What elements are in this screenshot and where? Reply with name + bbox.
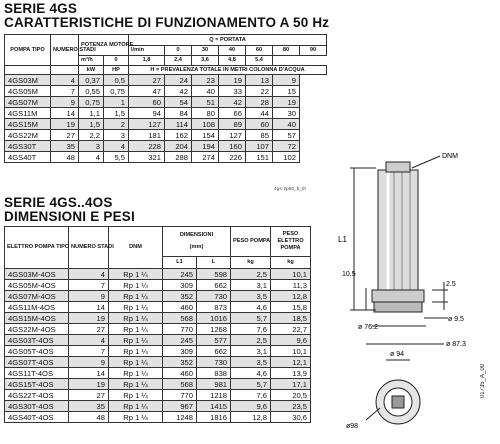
- table-cell: 35: [69, 401, 109, 412]
- table-cell: 274: [192, 152, 219, 163]
- table-row: [5, 130, 327, 141]
- table-cell: 60: [129, 97, 165, 108]
- table-cell: 4GS03M-4OS: [5, 269, 69, 280]
- label-l1: L1: [338, 235, 347, 244]
- table-cell: 127: [129, 119, 165, 130]
- table-cell: 5,7: [231, 379, 271, 390]
- table-cell: 1268: [197, 324, 231, 335]
- table-cell: 838: [197, 368, 231, 379]
- header-prevalenza: H = PREVALENZA TOTALE IN METRI COLONNA D'ACQUA: [129, 66, 327, 75]
- table-cell: 27: [69, 390, 109, 401]
- table-row: [5, 335, 311, 346]
- table-cell: 89: [219, 119, 246, 130]
- table-cell: 160: [219, 141, 246, 152]
- flow-m3h: 5,4: [246, 56, 273, 66]
- table-cell: 7: [51, 86, 79, 97]
- table-cell: 460: [163, 368, 197, 379]
- table-cell: 352: [163, 357, 197, 368]
- table-cell: 4GS15T-4OS: [5, 379, 69, 390]
- table-cell: 1016: [197, 313, 231, 324]
- dimensions-table: [4, 226, 311, 423]
- header-mm: (mm): [189, 244, 204, 250]
- header-elettro-pompa-tipo: ELETTRO POMPA TIPO: [5, 227, 69, 269]
- table-row: [5, 291, 311, 302]
- table-cell: 4GS15M-4OS: [5, 313, 69, 324]
- table-cell: 226: [219, 152, 246, 163]
- table-cell: 10,1: [271, 269, 311, 280]
- table-row: [5, 269, 311, 280]
- table-row: [5, 324, 311, 335]
- table-cell: 352: [163, 291, 197, 302]
- flow-lmin: 90: [300, 46, 327, 56]
- table-cell: 13: [246, 75, 273, 86]
- table-cell: 9: [273, 75, 300, 86]
- table-cell: 568: [163, 313, 197, 324]
- table-cell: 15: [273, 86, 300, 97]
- header-potenza-motore: POTENZA MOTORE: [79, 35, 129, 56]
- table-cell: Rp 1 ¼: [109, 280, 163, 291]
- table-cell: 4GS22M: [5, 130, 51, 141]
- table-cell: 3,5: [231, 357, 271, 368]
- table-row: [5, 75, 327, 86]
- table-cell: 1,5: [104, 108, 129, 119]
- table-cell: 57: [273, 130, 300, 141]
- table-row: [5, 280, 311, 291]
- table-cell: 4,6: [231, 368, 271, 379]
- table-cell: 4GS11M: [5, 108, 51, 119]
- table-cell: 1,1: [79, 108, 104, 119]
- header-hp: HP: [104, 66, 129, 75]
- table-cell: 4GS15M: [5, 119, 51, 130]
- table-cell: 94: [129, 108, 165, 119]
- table-cell: 19: [69, 313, 109, 324]
- table-cell: 1218: [197, 390, 231, 401]
- table-cell: 0,75: [79, 97, 104, 108]
- table-cell: Rp 1 ¼: [109, 324, 163, 335]
- table-cell: 33: [219, 86, 246, 97]
- table-cell: 3: [104, 130, 129, 141]
- table-cell: 85: [246, 130, 273, 141]
- table-cell: 3,1: [231, 346, 271, 357]
- table-cell: 730: [197, 357, 231, 368]
- dimensions-rows: [5, 269, 311, 423]
- table-cell: 47: [129, 86, 165, 97]
- table-cell: 14: [69, 368, 109, 379]
- table-cell: 7: [69, 280, 109, 291]
- pump-flange: [372, 290, 424, 302]
- table-cell: 40: [192, 86, 219, 97]
- flow-lmin: 30: [192, 46, 219, 56]
- header-kg: kg: [231, 257, 271, 269]
- table-cell: Rp 1 ¼: [109, 368, 163, 379]
- table-cell: 11,3: [271, 280, 311, 291]
- table-row: [5, 152, 327, 163]
- section1-subtitle: CARATTERISTICHE DI FUNZIONAMENTO A 50 Hz: [4, 15, 330, 30]
- table-cell: 30: [273, 108, 300, 119]
- table-cell: 27: [69, 324, 109, 335]
- flow-lmin: 80: [273, 46, 300, 56]
- table-cell: 9: [69, 291, 109, 302]
- flow-m3h: 0: [104, 56, 129, 66]
- table-cell: 2,5: [231, 269, 271, 280]
- section2-title: SERIE 4GS..4OS: [4, 195, 113, 210]
- table-cell: 54: [165, 97, 192, 108]
- table-cell: 48: [69, 412, 109, 423]
- header-kw: kW: [79, 66, 104, 75]
- table-cell: 3: [79, 141, 104, 152]
- table-cell: 0,75: [104, 86, 129, 97]
- label-2-5: 2.5: [446, 281, 456, 288]
- table-cell: 9: [69, 357, 109, 368]
- table-cell: 14: [69, 302, 109, 313]
- table-cell: 7,6: [231, 324, 271, 335]
- header-pompa-tipo: POMPA TIPO: [5, 35, 51, 66]
- table-cell: Rp 1 ¼: [109, 390, 163, 401]
- table-cell: 9,6: [231, 401, 271, 412]
- label-9-5: ø 9.5: [448, 316, 464, 323]
- header-m3h: m³/h: [79, 56, 104, 66]
- table-cell: 4GS11M-4OS: [5, 302, 69, 313]
- table-cell: 770: [163, 324, 197, 335]
- header-l1: L1: [163, 257, 197, 269]
- table-cell: 72: [273, 141, 300, 152]
- table-cell: 245: [163, 335, 197, 346]
- pump-body: [378, 170, 418, 310]
- table-cell: 4GS40T: [5, 152, 51, 163]
- table-cell: 1: [104, 97, 129, 108]
- table-cell: 0,37: [79, 75, 104, 86]
- performance-rows: [5, 75, 327, 163]
- table-cell: Rp 1 ¼: [109, 412, 163, 423]
- table-row: [5, 313, 311, 324]
- header-q-portata: Q = PORTATA: [129, 35, 327, 46]
- table-cell: 1816: [197, 412, 231, 423]
- table-cell: 662: [197, 280, 231, 291]
- label-87-3: ø 87.3: [446, 341, 466, 348]
- drawing-ref: 01735_A_00: [480, 364, 486, 399]
- table-cell: 4GS30T: [5, 141, 51, 152]
- table-cell: 0,55: [79, 86, 104, 97]
- table-cell: 598: [197, 269, 231, 280]
- table-cell: 151: [246, 152, 273, 163]
- table-cell: 48: [51, 152, 79, 163]
- table-cell: 981: [197, 379, 231, 390]
- table-cell: 4GS30T-4OS: [5, 401, 69, 412]
- label-dnm: DNM: [442, 153, 458, 160]
- table-cell: 967: [163, 401, 197, 412]
- table-cell: 321: [129, 152, 165, 163]
- table-cell: 4GS07M-4OS: [5, 291, 69, 302]
- table-cell: 4GS22T-4OS: [5, 390, 69, 401]
- table-cell: Rp 1 ¼: [109, 291, 163, 302]
- table-cell: 228: [129, 141, 165, 152]
- table-note: 4gs-2p50_b_th: [274, 187, 307, 192]
- table-cell: 9: [51, 97, 79, 108]
- table-row: [5, 86, 327, 97]
- table-cell: 51: [192, 97, 219, 108]
- table-cell: 568: [163, 379, 197, 390]
- table-cell: 35: [51, 141, 79, 152]
- header-numero-stadi-2: NUMERO STADI: [69, 227, 109, 269]
- table-cell: 4GS40T-4OS: [5, 412, 69, 423]
- table-cell: 245: [163, 269, 197, 280]
- flow-lmin: 0: [165, 46, 192, 56]
- table-cell: Rp 1 ¼: [109, 379, 163, 390]
- table-cell: 0,5: [104, 75, 129, 86]
- table-cell: 181: [129, 130, 165, 141]
- label-76-2: ø 76.2: [358, 324, 378, 331]
- table-cell: 19: [219, 75, 246, 86]
- table-row: [5, 357, 311, 368]
- table-cell: 204: [165, 141, 192, 152]
- table-cell: 102: [273, 152, 300, 163]
- table-cell: 4: [79, 152, 104, 163]
- table-cell: 66: [219, 108, 246, 119]
- table-row: [5, 141, 327, 152]
- table-cell: Rp 1 ¼: [109, 357, 163, 368]
- table-cell: 18,5: [271, 313, 311, 324]
- table-cell: 4GS22M-4OS: [5, 324, 69, 335]
- table-cell: 23,5: [271, 401, 311, 412]
- header-dimensioni: [163, 227, 231, 257]
- flow-lmin: 60: [246, 46, 273, 56]
- table-cell: 107: [246, 141, 273, 152]
- table-row: [5, 401, 311, 412]
- table-row: [5, 119, 327, 130]
- flow-m3h: 2,4: [165, 56, 192, 66]
- table-cell: 873: [197, 302, 231, 313]
- table-cell: 4GS05T-4OS: [5, 346, 69, 357]
- table-cell: Rp 1 ¼: [109, 313, 163, 324]
- table-cell: 108: [192, 119, 219, 130]
- label-98: ø98: [346, 423, 359, 430]
- table-cell: 309: [163, 346, 197, 357]
- table-cell: 42: [219, 97, 246, 108]
- table-cell: 30,6: [271, 412, 311, 423]
- table-cell: 7,6: [231, 390, 271, 401]
- table-cell: 770: [163, 390, 197, 401]
- table-cell: 4GS11T-4OS: [5, 368, 69, 379]
- table-row: [5, 346, 311, 357]
- table-cell: 4GS07T-4OS: [5, 357, 69, 368]
- table-cell: 3,5: [231, 291, 271, 302]
- header-dimensioni-label: DIMENSIONI: [179, 232, 214, 238]
- table-cell: 127: [219, 130, 246, 141]
- table-cell: 2,2: [79, 130, 104, 141]
- header-numero-stadi: NUMERO STADI: [51, 35, 79, 66]
- table-cell: 4: [69, 269, 109, 280]
- label-10-5: 10.5: [342, 271, 356, 278]
- header-l: L: [197, 257, 231, 269]
- table-cell: 22: [246, 86, 273, 97]
- table-cell: 4GS07M: [5, 97, 51, 108]
- table-cell: 19: [273, 97, 300, 108]
- table-cell: 27: [51, 130, 79, 141]
- table-cell: 4,6: [231, 302, 271, 313]
- table-cell: 23: [192, 75, 219, 86]
- table-cell: 288: [165, 152, 192, 163]
- flow-lmin: 40: [219, 46, 246, 56]
- table-row: [5, 97, 327, 108]
- table-cell: 22,7: [271, 324, 311, 335]
- header-kg: kg: [271, 257, 311, 269]
- table-row: [5, 368, 311, 379]
- table-cell: 42: [165, 86, 192, 97]
- table-cell: 44: [246, 108, 273, 119]
- table-row: [5, 108, 327, 119]
- flow-m3h: 3,6: [192, 56, 219, 66]
- table-cell: 4: [51, 75, 79, 86]
- table-row: [5, 412, 311, 423]
- table-cell: 662: [197, 346, 231, 357]
- table-cell: 4GS03M: [5, 75, 51, 86]
- table-cell: 28: [246, 97, 273, 108]
- table-cell: Rp 1 ¼: [109, 346, 163, 357]
- table-cell: 1,5: [79, 119, 104, 130]
- header-dnm: DNM: [109, 227, 163, 269]
- table-cell: 7: [69, 346, 109, 357]
- table-cell: 40: [273, 119, 300, 130]
- table-cell: 80: [192, 108, 219, 119]
- table-cell: 19: [51, 119, 79, 130]
- table-cell: 10,1: [271, 346, 311, 357]
- table-cell: 577: [197, 335, 231, 346]
- table-cell: 2: [104, 119, 129, 130]
- pump-technical-drawing: [336, 150, 486, 440]
- table-cell: 4GS05M-4OS: [5, 280, 69, 291]
- table-cell: 4GS03T-4OS: [5, 335, 69, 346]
- table-cell: 12,8: [231, 412, 271, 423]
- table-cell: 309: [163, 280, 197, 291]
- table-cell: 4: [69, 335, 109, 346]
- table-cell: 1248: [163, 412, 197, 423]
- table-cell: Rp 1 ¼: [109, 335, 163, 346]
- table-cell: 460: [163, 302, 197, 313]
- table-cell: Rp 1 ¼: [109, 401, 163, 412]
- table-cell: 730: [197, 291, 231, 302]
- table-cell: 84: [165, 108, 192, 119]
- table-cell: 20,5: [271, 390, 311, 401]
- table-cell: 5,7: [231, 313, 271, 324]
- table-cell: 14: [51, 108, 79, 119]
- table-cell: 4: [104, 141, 129, 152]
- header-lmin: l/min: [129, 46, 165, 56]
- table-cell: 17,1: [271, 379, 311, 390]
- table-cell: 4GS05M: [5, 86, 51, 97]
- label-94: ø 94: [390, 351, 405, 358]
- table-cell: 154: [192, 130, 219, 141]
- table-cell: 114: [165, 119, 192, 130]
- table-cell: 9,6: [271, 335, 311, 346]
- table-cell: 5,5: [104, 152, 129, 163]
- flow-m3h: 4,8: [219, 56, 246, 66]
- table-row: [5, 390, 311, 401]
- section2-subtitle: DIMENSIONI E PESI: [4, 209, 135, 224]
- header-peso-elettro: PESO ELETTRO POMPA: [271, 227, 311, 257]
- table-cell: 194: [192, 141, 219, 152]
- performance-table: [4, 34, 327, 163]
- table-cell: 13,9: [271, 368, 311, 379]
- table-cell: Rp 1 ¼: [109, 269, 163, 280]
- table-cell: 1415: [197, 401, 231, 412]
- header-peso-pompa: PESO POMPA: [231, 227, 271, 257]
- table-cell: 2,5: [231, 335, 271, 346]
- table-cell: 24: [165, 75, 192, 86]
- outlet-port: [386, 162, 410, 172]
- table-cell: Rp 1 ¼: [109, 302, 163, 313]
- table-row: [5, 379, 311, 390]
- table-cell: 12,8: [271, 291, 311, 302]
- table-cell: 15,8: [271, 302, 311, 313]
- table-cell: 60: [246, 119, 273, 130]
- table-cell: 162: [165, 130, 192, 141]
- table-row: [5, 302, 311, 313]
- table-cell: 3,1: [231, 280, 271, 291]
- section1-title: SERIE 4GS: [4, 1, 78, 16]
- flow-m3h: 1,8: [129, 56, 165, 66]
- table-cell: 27: [129, 75, 165, 86]
- table-cell: 12,1: [271, 357, 311, 368]
- table-cell: 19: [69, 379, 109, 390]
